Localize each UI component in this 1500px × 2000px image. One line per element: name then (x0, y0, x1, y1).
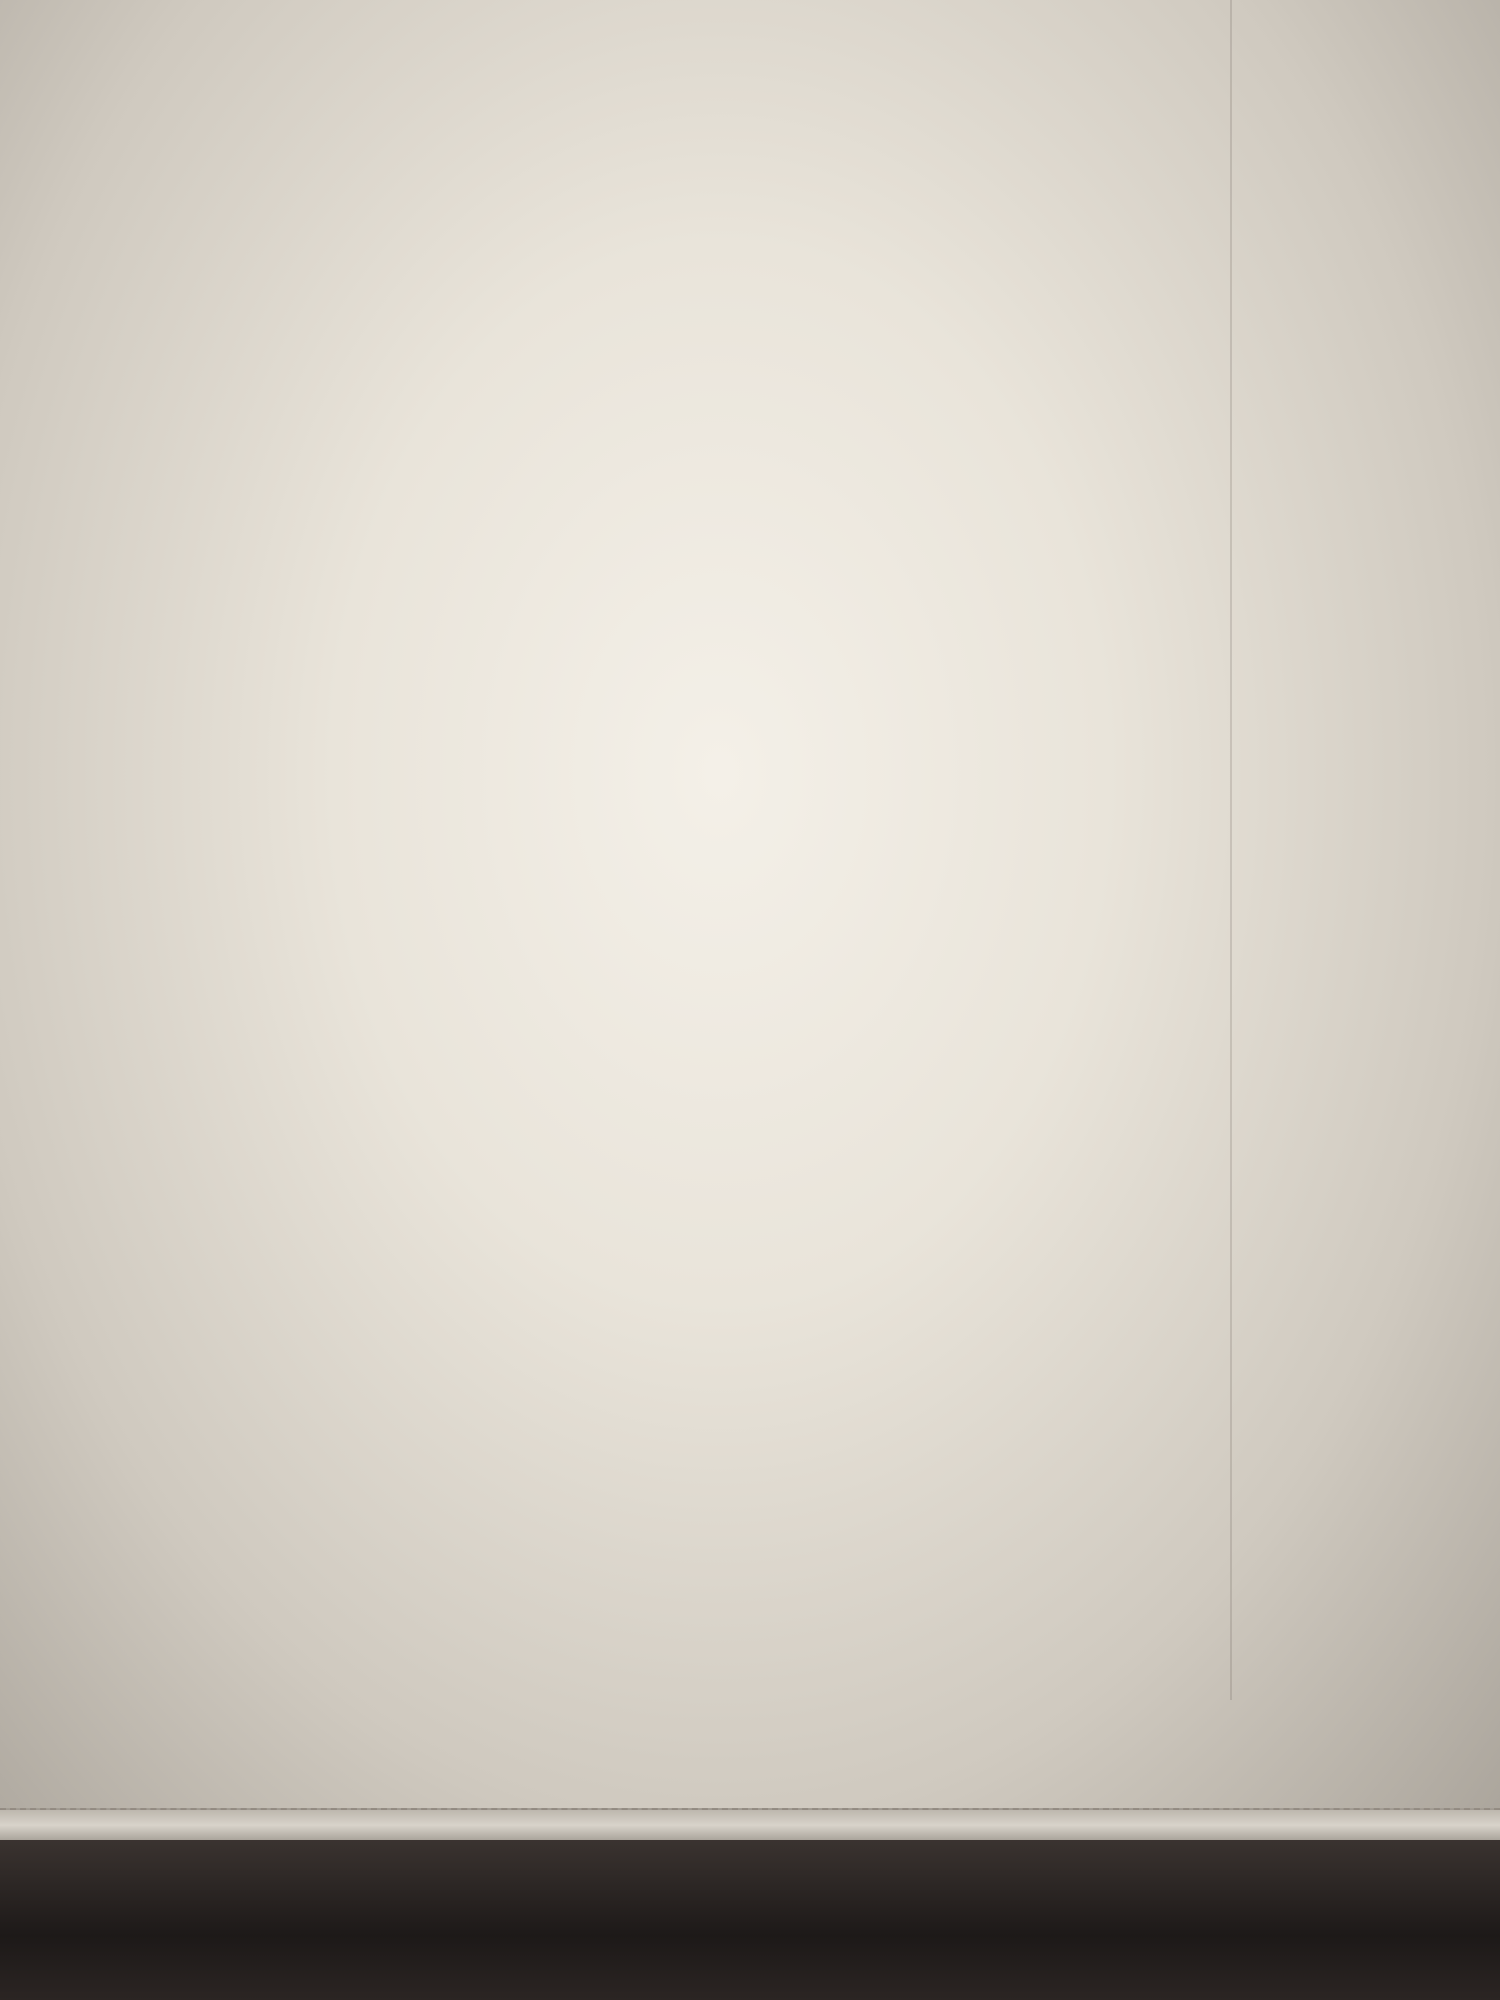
sidebar-heading (1329, 0, 1500, 59)
sidebar-column (1244, 0, 1500, 59)
background-shadow (0, 1840, 1500, 2000)
paper-edge (0, 1808, 1500, 1840)
column-divider (1230, 0, 1232, 1700)
